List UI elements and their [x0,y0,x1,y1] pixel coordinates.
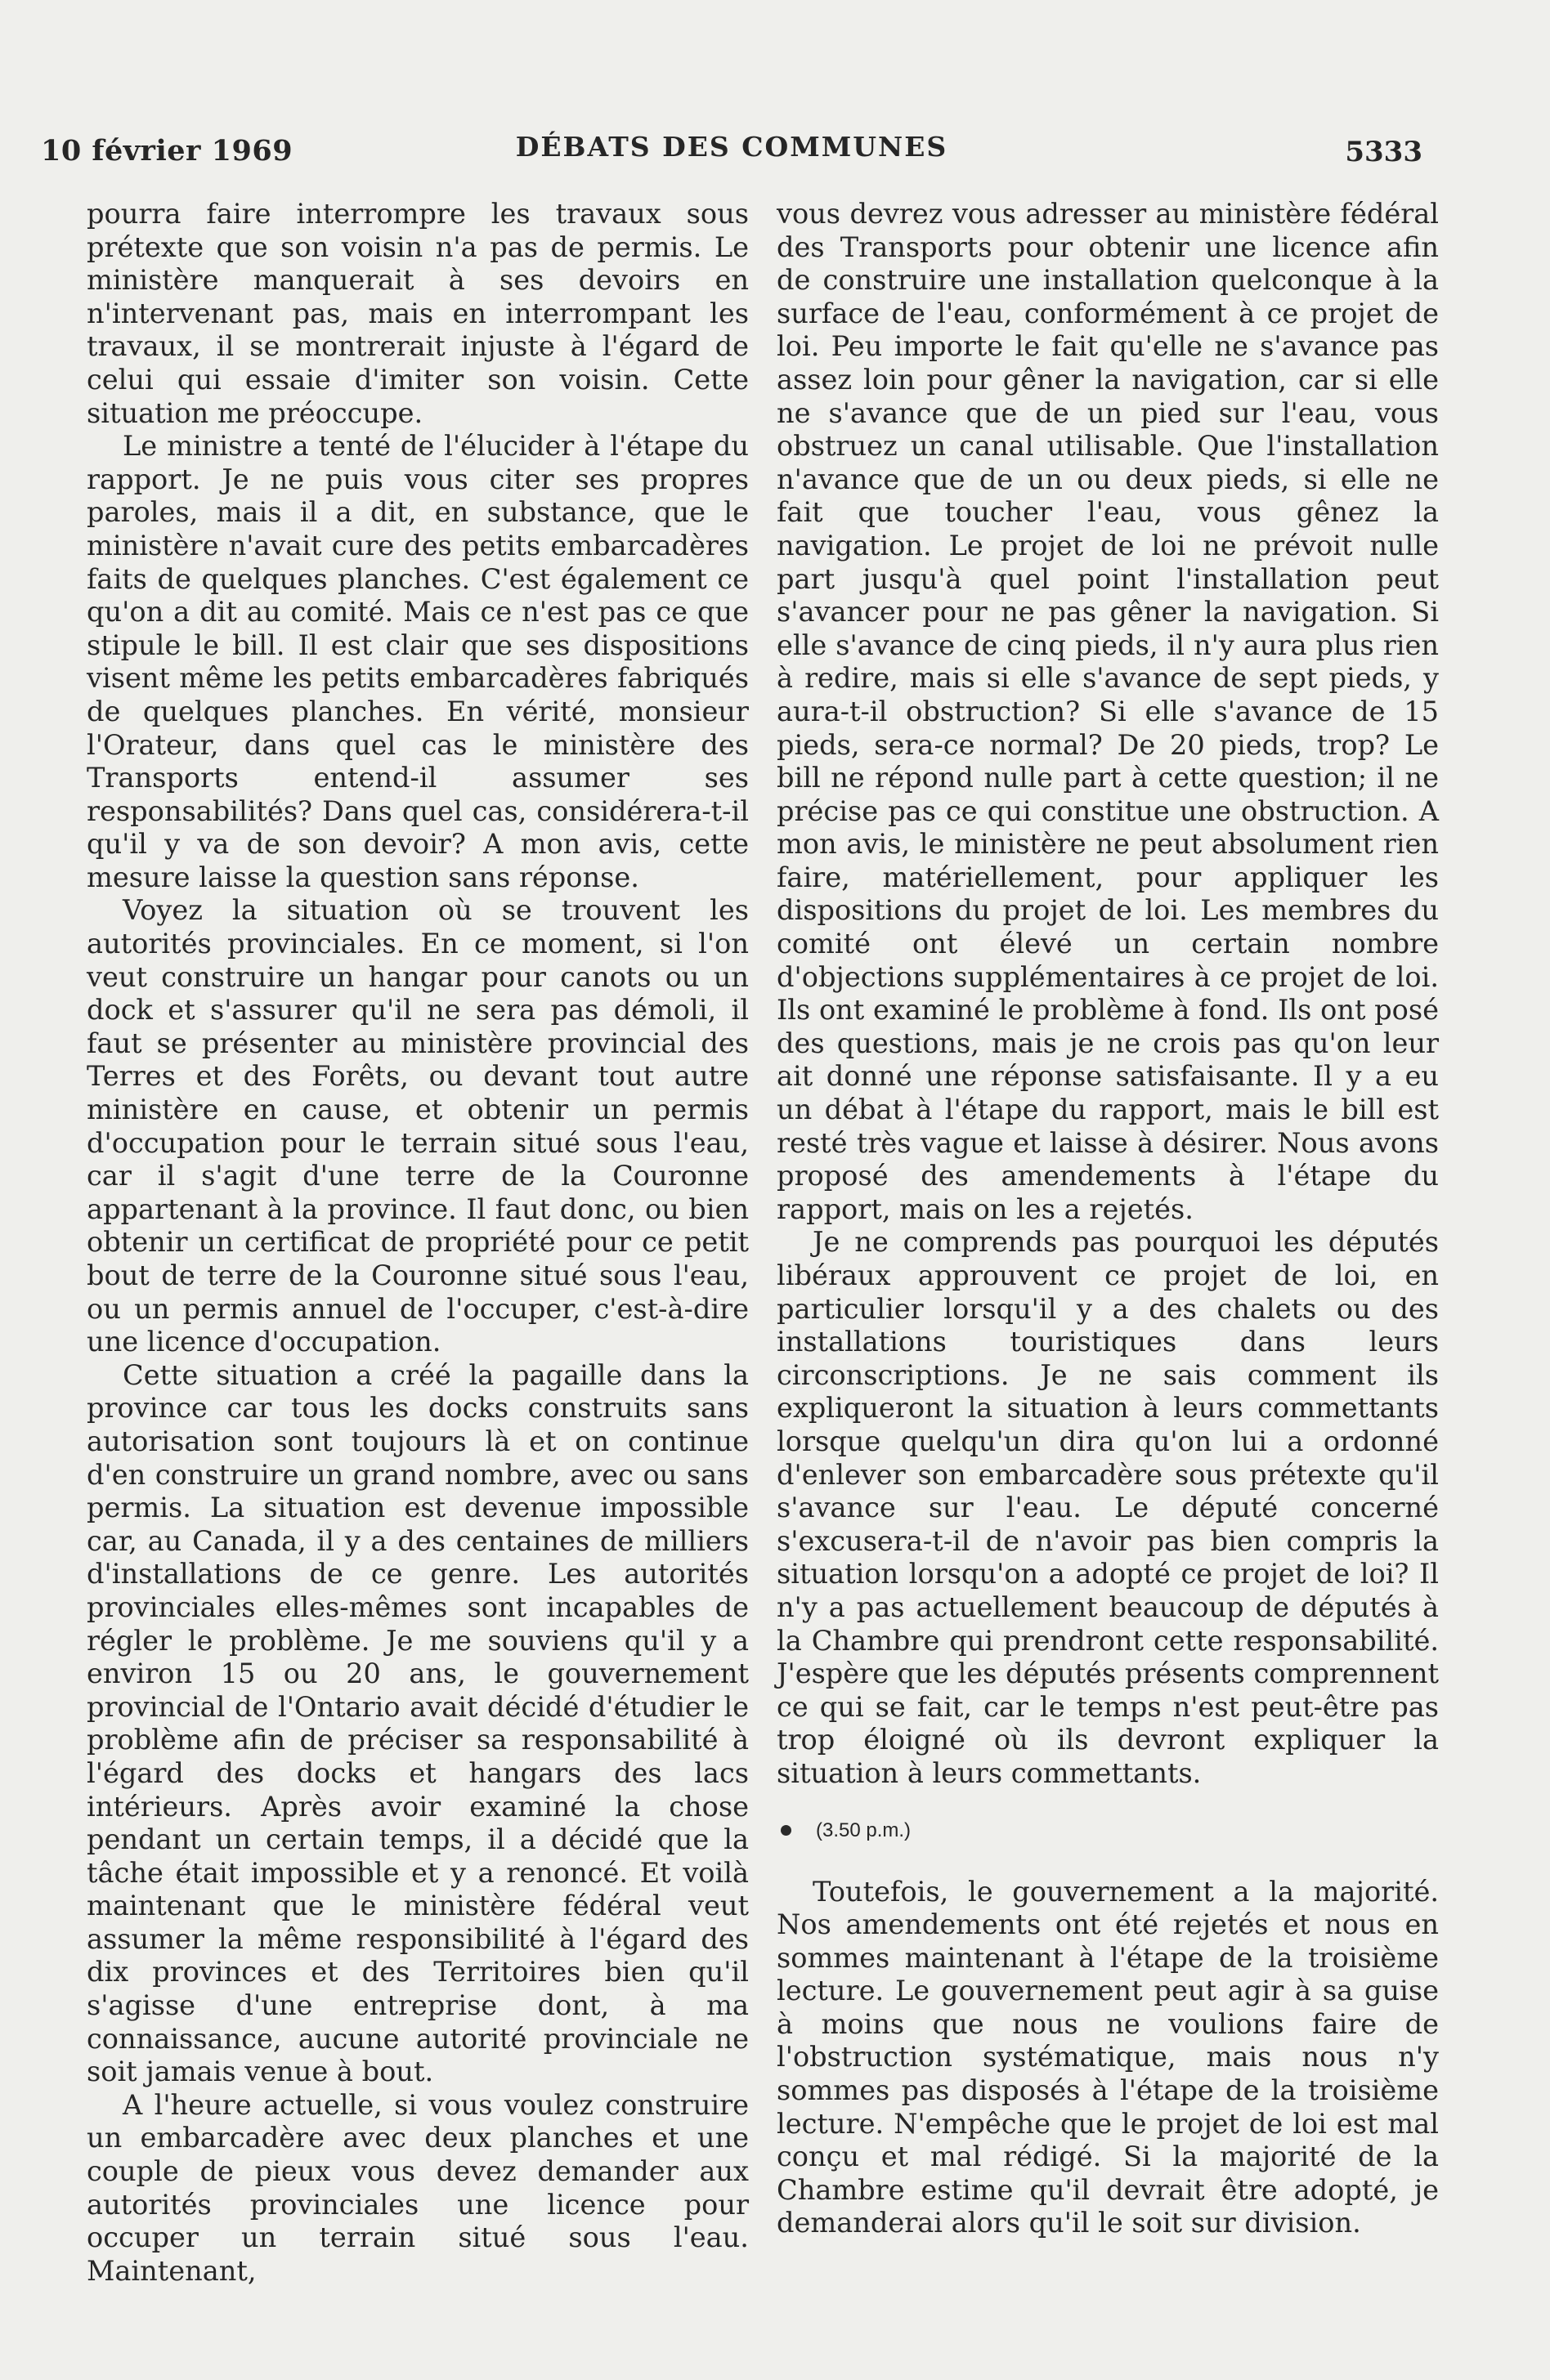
paragraph: vous devrez vous adresser au ministère fédéral des Transports pour obtenir une licence afin de construire une installation quelconque à la surface de l'eau, conformément à ce projet de loi. Peu importe le fait qu'elle ne s'avance pas assez loin pour gêner la navigation, car si elle ne s'avance que de un pied sur l'eau, vous obstruez un canal utilisable. Que l'installation n'avance que de un ou deux pieds, si elle ne fait que toucher l'eau, vous gênez la navigation. Le projet de loi ne prévoit nulle part jusqu'à quel point l'installation peut s'avancer pour ne pas gêner la navigation. Si elle s'avance de cinq pieds, il n'y aura plus rien à redire, mais si elle s'avance de sept pieds, y aura-t-il obstruction? Si elle s'avance de 15 pieds, sera-ce normal? De 20 pieds, trop? Le bill ne répond nulle part à cette question; il ne précise pas ce qui constitue une obstruction. A mon avis, le ministère ne peut absolument rien faire, matériellement, pour appliquer les dispositions du projet de loi. Les membres du comité ont élevé un certain nombre d'objections supplémentaires à ce projet de loi. Ils ont examiné le problème à fond. Ils ont posé des questions, mais je ne crois pas qu'on leur ait donné une réponse satisfaisante. Il y a eu un débat à l'étape du rapport, mais le bill est resté très vague et laisse à désirer. Nous avons proposé des amendements à l'étape du rapport, mais on les a rejetés. [777,198,1439,1225]
paragraph: Cette situation a créé la pagaille dans la province car tous les docks construits sans autorisation sont toujours là et on continue d'en construire un grand nombre, avec ou sans permis. La situation est devenue impossible car, au Canada, il y a des centaines de milliers d'installations de ce genre. Les autorités provinciales elles-mêmes sont incapables de régler le problème. Je me souviens qu'il y a environ 15 ou 20 ans, le gouvernement provincial de l'Ontario avait décidé d'étudier le problème afin de préciser sa responsabilité à l'égard des docks et hangars des lacs intérieurs. Après avoir examiné la chose pendant un certain temps, il a décidé que la tâche était impossible et y a renoncé. Et voilà maintenant que le ministère fédéral veut assumer la même responsibilité à l'égard des dix provinces et des Territoires bien qu'il s'agisse d'une entreprise dont, à ma connaissance, aucune autorité provinciale ne soit jamais venue à bout. [87,1358,749,2088]
page-number: 5333 [1345,136,1422,168]
left-column [87,198,749,2288]
header-date: 10 février 1969 [41,134,293,168]
time-marker [777,1819,1439,1843]
paragraph: pourra faire interrompre les travaux sous prétexte que son voisin n'a pas de permis. Le ministère manquerait à ses devoirs en n'intervenant pas, mais en interrompant les travaux, il se montrerait injuste à l'égard de celui qui essaie d'imiter son voisin. Cette situation me préoccupe. [87,198,749,429]
page-header [41,131,1422,172]
paragraph: A l'heure actuelle, si vous voulez construire un embarcadère avec deux planches et une couple de pieux vous devez demander aux autorités provinciales une licence pour occuper un terrain situé sous l'eau. Maintenant, [87,2088,749,2287]
header-title: DÉBATS DES COMMUNES [515,131,948,163]
time-marker-text: (3.50 p.m.) [816,1819,912,1841]
paragraph: Le ministre a tenté de l'élucider à l'étape du rapport. Je ne puis vous citer ses propres paroles, mais il a dit, en substance, que le ministère n'avait cure des petits embarcadères faits de quelques planches. C'est également ce qu'on a dit au comité. Mais ce n'est pas ce que stipule le bill. Il est clair que ses dispositions visent même les petits embarcadères fabriqués de quelques planches. En vérité, monsieur l'Orateur, dans quel cas le ministère des Transports entend-il assumer ses responsabilités? Dans quel cas, considérera-t-il qu'il y va de son devoir? A mon avis, cette mesure laisse la question sans réponse. [87,430,749,893]
paragraph: Toutefois, le gouvernement a la majorité. Nos amendements ont été rejetés et nous en sommes maintenant à l'étape de la troisième lecture. Le gouvernement peut agir à sa guise à moins que nous ne voulions faire de l'obstruction systématique, mais nous n'y sommes pas disposés à l'étape de la troisième lecture. N'empêche que le projet de loi est mal conçu et mal rédigé. Si la majorité de la Chambre estime qu'il devrait être adopté, je demanderai alors qu'il le soit sur division. [777,1875,1439,2239]
paragraph: Je ne comprends pas pourquoi les députés libéraux approuvent ce projet de loi, en particulier lorsqu'il y a des chalets ou des installations touristiques dans leurs circonscriptions. Je ne sais comment ils expliqueront la situation à leurs commettants lorsque quelqu'un dira qu'on lui a ordonné d'enlever son embarcadère sous prétexte qu'il s'avance sur l'eau. Le député concerné s'excusera-t-il de n'avoir pas bien compris la situation lorsqu'on a adopté ce projet de loi? Il n'y a pas actuellement beaucoup de députés à la Chambre qui prendront cette responsabilité. J'espère que les députés présents comprennent ce qui se fait, car le temps n'est peut-être pas trop éloigné où ils devront expliquer la situation à leurs commettants. [777,1226,1439,1789]
paragraph: Voyez la situation où se trouvent les autorités provinciales. En ce moment, si l'on veut construire un hangar pour canots ou un dock et s'assurer qu'il ne sera pas démoli, il faut se présenter au ministère provincial des Terres et des Forêts, ou devant tout autre ministère en cause, et obtenir un permis d'occupation pour le terrain situé sous l'eau, car il s'agit d'une terre de la Couronne appartenant à la province. Il faut donc, ou bien obtenir un certificat de propriété pour ce petit bout de terre de la Couronne situé sous l'eau, ou un permis annuel de l'occuper, c'est-à-dire une licence d'occupation. [87,894,749,1358]
bullet-icon [781,1825,791,1836]
right-column [777,198,1439,2240]
